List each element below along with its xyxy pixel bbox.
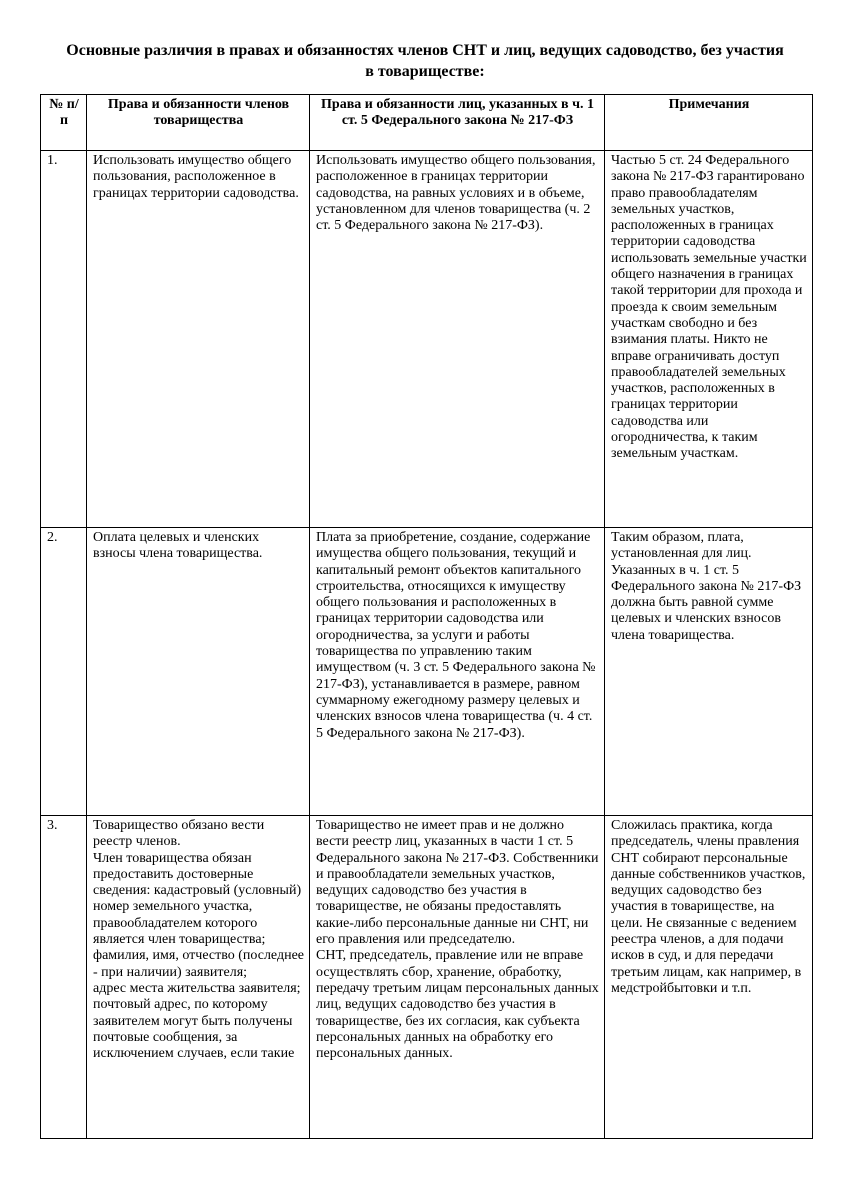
member-rights-cell (87, 151, 310, 528)
notes-cell (605, 151, 813, 528)
page-title: Основные различия в правах и обязанностях членов СНТ и лиц, ведущих садоводство, без участия в товариществе: (66, 42, 784, 80)
cell-text: Товарищество не имеет прав и не должно вести реестр лиц, указанных в части 1 ст. 5 Федерального закона № 217-ФЗ. Собственники и правообладатели земельных участков, ведущих садоводство без участия в товариществе, не обязаны предоставлять какие-либо персональные данные ни СНТ, ни его правления или председателю. (316, 818, 599, 948)
table-row (41, 528, 813, 816)
table-row (41, 816, 813, 1139)
cell-text: Частью 5 ст. 24 Федерального закона № 217-ФЗ гарантировано право правообладателям земельных участков, расположенных в границах территории садоводства использовать земельные участки общего назначения в границах такой территории для прохода и проезда к своим земельным участкам свободно и без взимания платы. Никто не вправе ограничивать доступ правообладателей земельных участков, расположенных в границах территории садоводства или огородничества, к таким земельным участкам. (611, 153, 807, 462)
cell-text: Плата за приобретение, создание, содержание имущества общего пользования, текущий и капитальный ремонт объектов капитального строительства, относящихся к имуществу общего пользования и расположенных в границах территории садоводства или огородничества, за услуги и работы товарищества по управлению таким имуществом (ч. 3 ст. 5 Федерального закона № 217-ФЗ), устанавливается в размере, равном суммарному ежегодному размеру целевых и членских взносов члена товарищества (ч. 4 ст. 5 Федерального закона № 217-ФЗ). (316, 530, 596, 741)
cell-text: Сложилась практика, когда председатель, члены правления СНТ собирают персональные данные собственников участков, ведущих садоводство без участия в товариществе, на цели. Не связанные с ведением реестра членов, а для подачи исков в суд, и для передачи третьим лицам, как например, в медстройбытовки и т.п. (611, 818, 806, 996)
cell-text: Товарищество обязано вести реестр членов. (93, 818, 265, 850)
header-number: № п/п (41, 95, 87, 151)
header-nonmember-rights: Права и обязанности лиц, указанных в ч. 1 ст. 5 Федерального закона № 217-ФЗ (310, 95, 605, 151)
row-number: 3. (41, 816, 87, 1139)
cell-text: Оплата целевых и членских взносы члена товарищества. (93, 530, 263, 562)
cell-text: Использовать имущество общего пользования, расположенное в границах территории садоводства, на равных условиях и в объеме, установленном для членов товарищества (ч. 2 ст. 5 Федерального закона № 217-ФЗ). (316, 153, 596, 234)
row-number: 2. (41, 528, 87, 816)
header-notes: Примечания (605, 95, 813, 151)
cell-text: Член товарищества обязан предоставить достоверные сведения: кадастровый (условный) номер земельного участка, правообладателем которого является член товарищества; фамилия, имя, отчество (последнее - при наличии) заявителя; (93, 850, 305, 980)
cell-text: Таким образом, плата, установленная для лиц. Указанных в ч. 1 ст. 5 Федерального закона № 217-ФЗ должна быть равной сумме целевых и членских взносов члена товарищества. (611, 530, 802, 643)
row-number: 1. (41, 151, 87, 528)
table-header-row (41, 95, 813, 151)
cell-text: адрес места жительства заявителя; (93, 980, 301, 996)
comparison-table (40, 94, 813, 1139)
cell-text: Использовать имущество общего пользования, расположенное в границах территории садоводства. (93, 153, 299, 201)
table-row (41, 151, 813, 528)
member-rights-cell (87, 528, 310, 816)
member-rights-cell (87, 816, 310, 1139)
cell-text: СНТ, председатель, правление или не вправе осуществлять сбор, хранение, обработку, передачу третьим лицам персональных данных лиц, ведущих садоводство без участия в товариществе, без их согласия, как субъекта персональных данных на обработку его персональных данных. (316, 948, 599, 1062)
notes-cell (605, 816, 813, 1139)
nonmember-rights-cell (310, 528, 605, 816)
header-member-rights: Права и обязанности членов товарищества (87, 95, 310, 151)
notes-cell (605, 528, 813, 816)
nonmember-rights-cell (310, 816, 605, 1139)
nonmember-rights-cell (310, 151, 605, 528)
cell-text: почтовый адрес, по которому заявителем могут быть получены почтовые сообщения, за исключением случаев, если такие (93, 997, 295, 1062)
